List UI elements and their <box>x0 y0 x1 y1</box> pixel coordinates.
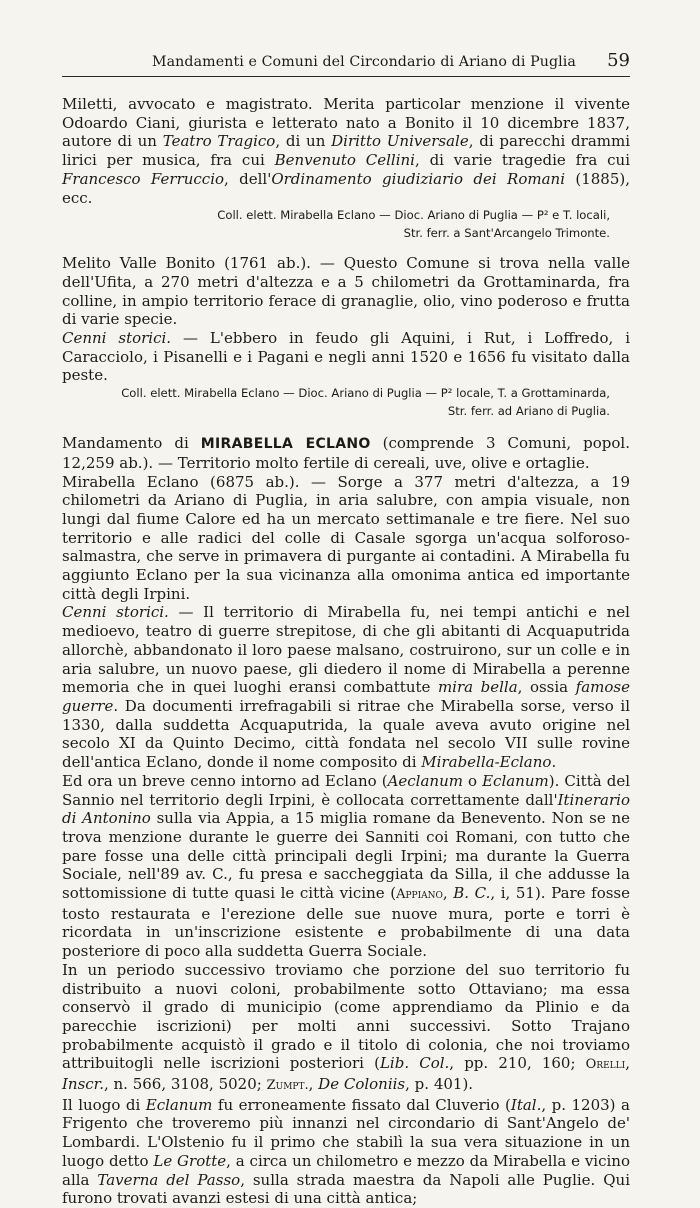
paragraph-colonia: In un periodo successivo troviamo che porzione del suo territorio fu distribuito a nuovi coloni, probabilmente sotto Ottaviano; ma essa conservò il grado di municipio (come apprendiamo da Plinio e da parecchie iscrizioni) per molti anni successivi. Sotto Trajano probabilmente acquistò il grado e il titolo di colonia, che noi troviamo attribuitogli nelle iscrizioni posteriori (Lib. Col., pp. 210, 160; Orelli, Inscr., n. 566, 3108, 5020; Zumpt., De Coloniis, p. 401). <box>62 960 630 1094</box>
note-line: Coll. elett. Mirabella Eclano — Dioc. Ariano di Puglia — P² e T. locali, <box>217 208 610 223</box>
paragraph-mirabella: Mirabella Eclano (6875 ab.). — Sorge a 377 metri d'altezza, a 19 chilometri da Ariano di Puglia, in aria salubre, con ampia visuale, non lungi dal fiume Calore ed ha un mercato settimanale e tre fiere. Nel suo territorio e alle radici del colle di Casale sgorga un'acqua solforoso-salmastra, che serve in primavera di purgante ai contadini. A Mirabella fu aggiunto Eclano per la sua vicinanza alla omonima antica ed importante città degli Irpini. <box>62 472 630 603</box>
running-header <box>62 50 630 77</box>
paragraph-mandamento: Mandamento di MIRABELLA ECLANO (comprende 3 Comuni, popol. 12,259 ab.). — Territorio molto fertile di cereali, uve, olive e ortaglie. <box>62 434 630 472</box>
paragraph-eclano: Ed ora un breve cenno intorno ad Eclano (Aeclanum o Eclanum). Città del Sannio nel territorio degli Irpini, è collocata correttamente dall'Itinerario di Antonino sulla via Appia, a 15 miglia romane da Benevento. Non se ne trova menzione durante le guerre dei Sanniti coi Romani, con tutto che pare fosse una delle città principali degli Irpini; ma durante la Guerra Sociale, nell'89 av. C., fu presa e saccheggiata da Silla, il che addusse la sottomissione di tutte quasi le città vicine (Appiano, B. C., i, 51). Pare fosse tosto restaurata e l'erezione delle sue nuove mura, porte e torri è ricordata in un'inscrizione esistente e probabilmente di una data posteriore di poco alla suddetta Guerra Sociale. <box>62 771 630 961</box>
paragraph-melito-history: Cenni storici. — L'ebbero in feudo gli Aquini, i Rut, i Loffredo, i Caracciolo, i Pisanelli e i Pagani e negli anni 1520 e 1656 fu visitato dalla peste. <box>62 329 630 385</box>
electoral-note-bonito <box>62 207 610 242</box>
note-line: Coll. elett. Mirabella Eclano — Dioc. Ariano di Puglia — P² locale, T. a Grottaminarda, <box>121 386 610 401</box>
note-line: Str. ferr. ad Ariano di Puglia. <box>447 403 610 418</box>
page-number: 59 <box>607 50 630 71</box>
electoral-note-melito <box>62 385 610 420</box>
running-title: Mandamenti e Comuni del Circondario di Ariano di Puglia <box>152 54 576 70</box>
page-body <box>62 95 630 1208</box>
paragraph-melito: Melito Valle Bonito (1761 ab.). — Questo Comune si trova nella valle dell'Ufita, a 270 metri d'altezza e a 5 chilometri da Grottaminarda, fra colline, in ampio territorio ferace di granaglie, olio, vino poderoso e frutta di varie specie. <box>62 254 630 329</box>
note-line: Str. ferr. a Sant'Arcangelo Trimonte. <box>403 225 610 240</box>
paragraph-location: Il luogo di Eclanum fu erroneamente fissato dal Cluverio (Ital., p. 1203) a Frigento che troveremo più innanzi nel circondario di Sant'Angelo de' Lombardi. L'Olstenio fu il primo che stabilì la sua vera situazione in un luogo detto Le Grotte, a circa un chilometro e mezzo da Mirabella e vicino alla Taverna del Passo, sulla strada maestra da Napoli alle Puglie. Qui furono trovati avanzi estesi di una città antica; <box>62 1095 630 1208</box>
paragraph-mirabella-history: Cenni storici. — Il territorio di Mirabella fu, nei tempi antichi e nel medioevo, teatro di guerre strepitose, di che gli abitanti di Acquaputrida allorchè, abbandonato il loro paese malsano, costruirono, sur un colle e in aria salubre, un nuovo paese, gli diedero il nome di Mirabella a perenne memoria che in quei luoghi eransi combattute mira bella, ossia famose guerre. Da documenti irrefragabili si ritrae che Mirabella sorse, verso il 1330, dalla suddetta Acquaputrida, la quale aveva avuto origine nel secolo XI da Quinto Decimo, città fondata nel secolo VII sulle rovine dell'antica Eclano, donde il nome composito di Mirabella-Eclano. <box>62 603 630 772</box>
paragraph-miletti: Miletti, avvocato e magistrato. Merita particolar menzione il vivente Odoardo Ciani, giurista e letterato nato a Bonito il 10 dicembre 1837, autore di un Teatro Tragico, di un Diritto Universale, di parecchi drammi lirici per musica, fra cui Benvenuto Cellini, di varie tragedie fra cui Francesco Ferruccio, dell'Ordinamento giudiziario dei Romani (1885), ecc. <box>62 95 631 207</box>
